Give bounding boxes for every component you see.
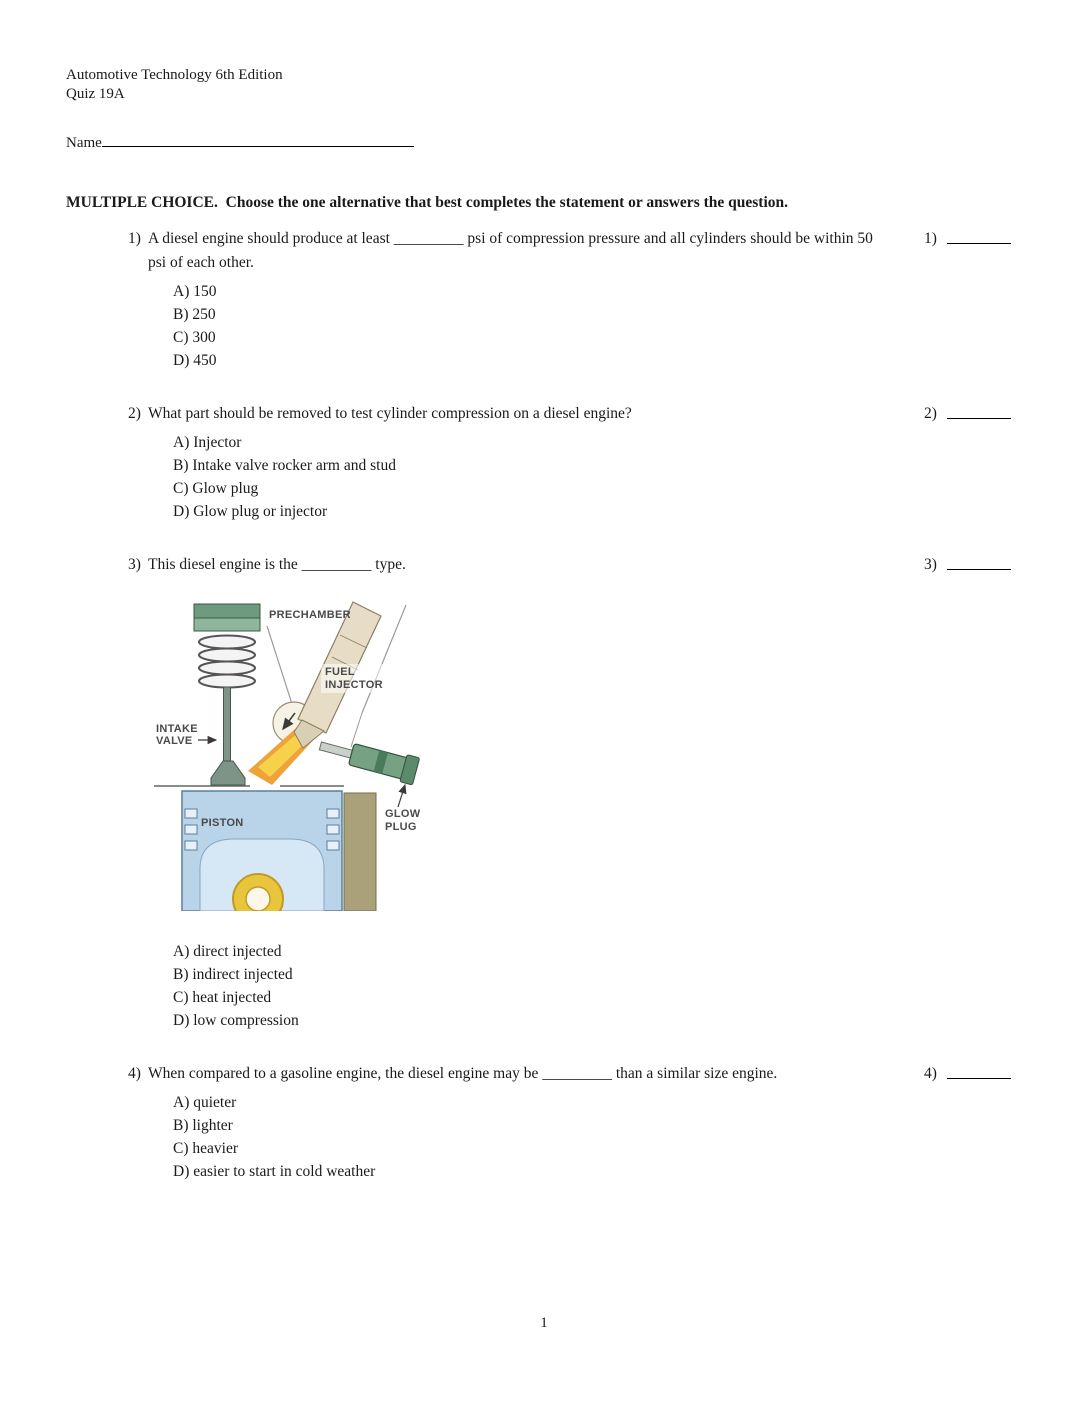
glow-plug-label: GLOW xyxy=(385,808,421,820)
choice-a: A) Injector xyxy=(173,434,242,451)
instructions: MULTIPLE CHOICE. Choose the one alternative that best completes the statement or answers the question. xyxy=(66,194,788,211)
answer-slot xyxy=(924,227,1024,251)
glow-plug-shape xyxy=(317,732,420,785)
choice-c: C) heavier xyxy=(173,1140,238,1157)
answer-blank-line xyxy=(947,553,1011,570)
choice-d: D) easier to start in cold weather xyxy=(173,1163,376,1180)
piston-label: PISTON xyxy=(201,817,244,829)
choice-b: B) 250 xyxy=(173,306,216,323)
question-3 xyxy=(66,553,1024,1032)
questions-list xyxy=(66,227,1024,1183)
choice-b: B) lighter xyxy=(173,1117,233,1134)
doc-subtitle: Quiz 19A xyxy=(66,86,125,102)
question-text: This diesel engine is the _________ type. xyxy=(148,556,406,573)
answer-number: 3) xyxy=(924,556,937,573)
choice-a: A) quieter xyxy=(173,1094,237,1111)
question-text: What part should be removed to test cylinder compression on a diesel engine? xyxy=(148,405,632,422)
answer-number: 1) xyxy=(924,230,937,247)
answer-number: 2) xyxy=(924,405,937,422)
page-number: 1 xyxy=(540,1315,548,1331)
engine-diagram xyxy=(154,601,434,916)
svg-text:INJECTOR: INJECTOR xyxy=(325,679,383,691)
question-1 xyxy=(66,227,1024,372)
choice-a: A) 150 xyxy=(173,283,217,300)
answer-slot xyxy=(924,553,1024,577)
fuel-injector-label: FUEL xyxy=(325,666,355,678)
answer-blank-line xyxy=(947,402,1011,419)
bore-line-left xyxy=(267,626,293,707)
answer-slot xyxy=(924,402,1024,426)
intake-valve xyxy=(211,687,245,785)
question-4 xyxy=(66,1062,1024,1183)
piston-shape xyxy=(182,791,342,911)
choice-c: C) heat injected xyxy=(173,989,272,1006)
document-header xyxy=(66,66,1024,104)
name-row xyxy=(66,132,1024,152)
question-number: 3) xyxy=(128,556,141,573)
answer-blank-line xyxy=(947,1062,1011,1079)
choice-c: C) 300 xyxy=(173,329,216,346)
answer-blank-line xyxy=(947,227,1011,244)
choice-a: A) direct injected xyxy=(173,943,282,960)
choice-d: D) Glow plug or injector xyxy=(173,503,328,520)
question-text: When compared to a gasoline engine, the diesel engine may be _________ than a similar size engine. xyxy=(148,1065,778,1082)
choices-list xyxy=(173,431,924,523)
choices-list xyxy=(173,1091,924,1183)
doc-title: Automotive Technology 6th Edition xyxy=(66,67,283,83)
name-label: Name xyxy=(66,135,102,151)
question-2 xyxy=(66,402,1024,523)
question-number: 4) xyxy=(128,1065,141,1082)
valve-spring xyxy=(194,604,260,688)
choice-d: D) 450 xyxy=(173,352,217,369)
choice-c: C) Glow plug xyxy=(173,480,259,497)
answer-number: 4) xyxy=(924,1065,937,1082)
choices-list xyxy=(173,940,924,1032)
svg-text:PLUG: PLUG xyxy=(385,821,417,833)
choices-list xyxy=(173,280,924,372)
answer-slot xyxy=(924,1062,1024,1086)
engine-block xyxy=(344,793,376,911)
choice-b: B) Intake valve rocker arm and stud xyxy=(173,457,396,474)
choice-b: B) indirect injected xyxy=(173,966,293,983)
diesel-prechamber-diagram xyxy=(154,601,434,911)
glow-plug-leader xyxy=(398,785,405,807)
intake-valve-label: INTAKE xyxy=(156,723,198,735)
name-blank-line xyxy=(102,132,414,147)
choice-d: D) low compression xyxy=(173,1012,299,1029)
question-text: A diesel engine should produce at least _________ psi of compression pressure and all cylinders should be within 50 psi of each other. xyxy=(148,230,873,271)
prechamber-label: PRECHAMBER xyxy=(269,609,351,621)
svg-text:VALVE: VALVE xyxy=(156,735,193,747)
question-number: 2) xyxy=(128,405,141,422)
question-number: 1) xyxy=(128,230,141,247)
